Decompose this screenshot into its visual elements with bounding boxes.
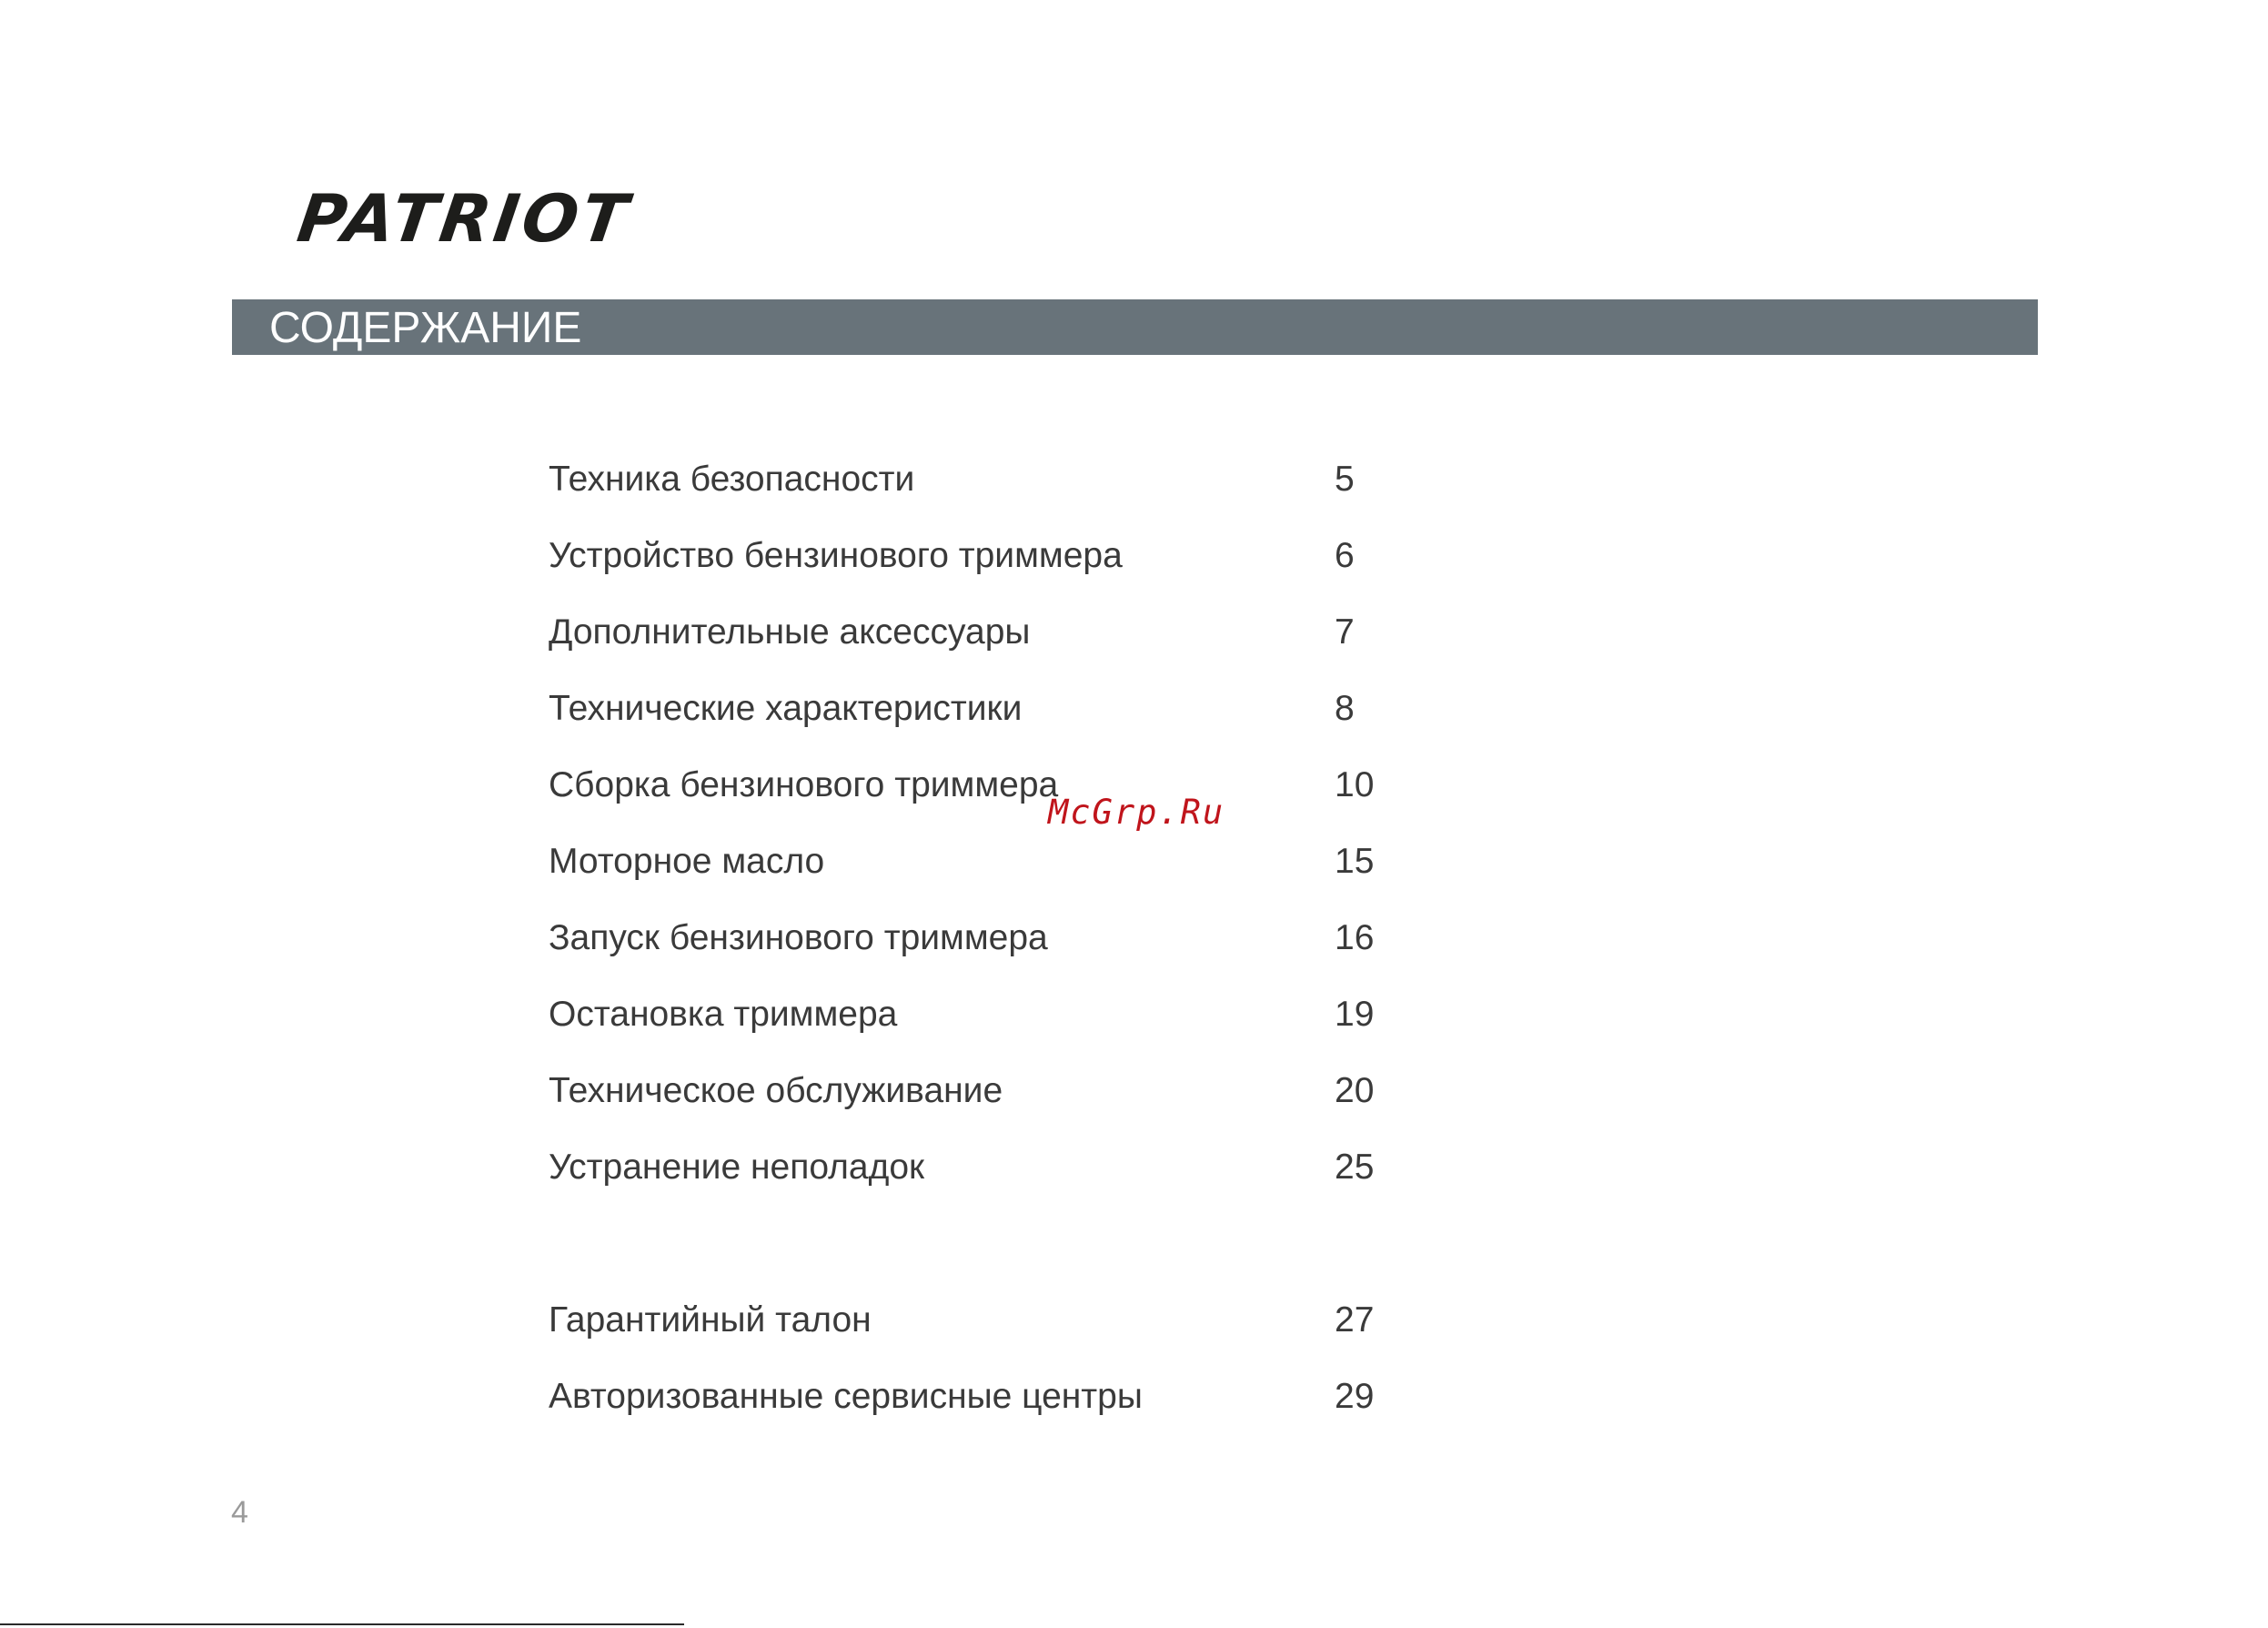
- section-header-bar: [232, 299, 2038, 355]
- toc-page-number: 20: [1335, 1071, 1375, 1110]
- toc-row[interactable]: [549, 911, 1458, 966]
- toc-row[interactable]: [549, 605, 1458, 660]
- toc-row[interactable]: [549, 1140, 1458, 1195]
- toc-label: Дополнительные аксессуары: [549, 612, 1031, 652]
- section-title: СОДЕРЖАНИЕ: [269, 304, 582, 352]
- toc-label: Технические характеристики: [549, 689, 1023, 728]
- toc-label: Техника безопасности: [549, 460, 915, 499]
- toc-page-number: 15: [1335, 842, 1375, 881]
- toc-page-number: 29: [1335, 1377, 1375, 1416]
- toc-label: Сборка бензинового триммера: [549, 765, 1059, 804]
- page-number: 4: [231, 1495, 248, 1530]
- toc-page-number: 7: [1335, 612, 1355, 652]
- toc-page-number: 19: [1335, 995, 1375, 1034]
- toc-label: Остановка триммера: [549, 995, 898, 1034]
- toc-page-number: 25: [1335, 1148, 1375, 1187]
- toc-row[interactable]: [549, 682, 1458, 736]
- toc-row[interactable]: [549, 834, 1458, 889]
- toc-row[interactable]: [549, 1064, 1458, 1118]
- toc-row[interactable]: [549, 452, 1458, 507]
- patriot-logo: PATRIOT: [293, 180, 636, 257]
- toc-label: Моторное масло: [549, 842, 825, 881]
- toc-label: Устройство бензинового триммера: [549, 536, 1123, 575]
- toc-page-number: 8: [1335, 689, 1355, 728]
- toc-page-number: 6: [1335, 536, 1355, 575]
- toc-row[interactable]: [549, 987, 1458, 1042]
- toc-label: Техническое обслуживание: [549, 1071, 1003, 1110]
- toc-label: Гарантийный талон: [549, 1300, 872, 1340]
- toc-row[interactable]: [549, 529, 1458, 583]
- toc-label: Устранение неполадок: [549, 1148, 925, 1187]
- toc-page-number: 5: [1335, 460, 1355, 499]
- toc-row[interactable]: [549, 1370, 1458, 1424]
- watermark-text: McGrp.Ru: [1048, 793, 1225, 832]
- toc-page-number: 10: [1335, 765, 1375, 804]
- toc-row[interactable]: [549, 1293, 1458, 1348]
- toc-page-number: 27: [1335, 1300, 1375, 1340]
- toc-label: Запуск бензинового триммера: [549, 918, 1048, 957]
- toc-row[interactable]: [549, 758, 1458, 813]
- bottom-divider: [0, 1623, 684, 1625]
- toc-page-number: 16: [1335, 918, 1375, 957]
- toc-label: Авторизованные сервисные центры: [549, 1377, 1143, 1416]
